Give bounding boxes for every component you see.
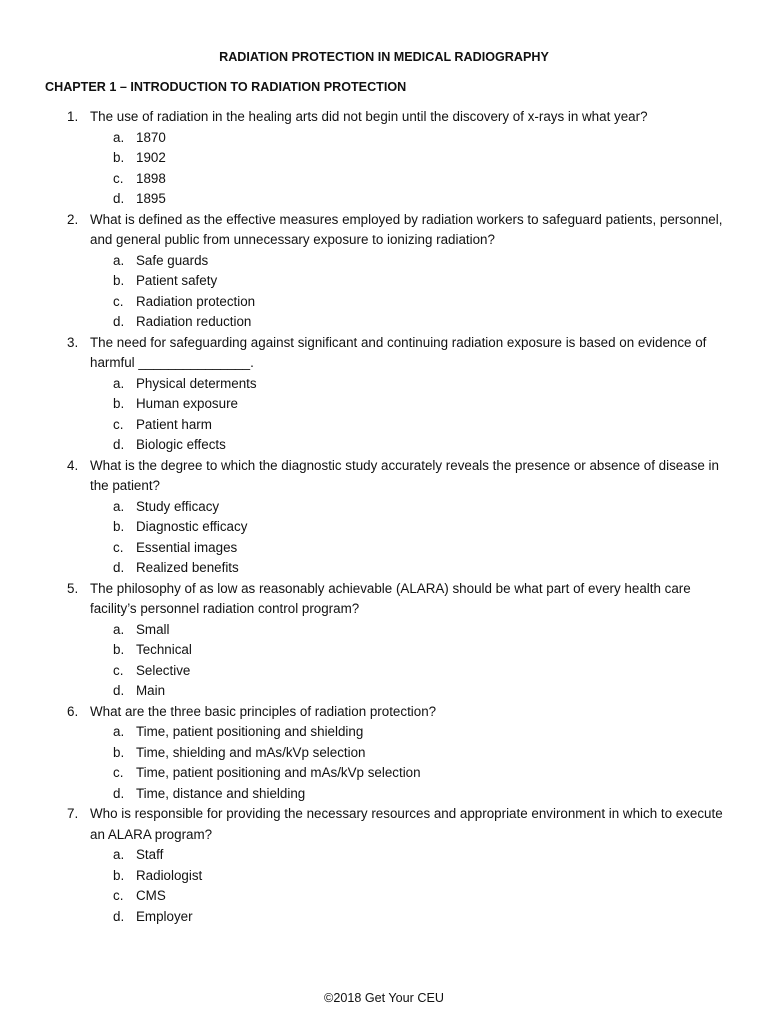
option-text: Main xyxy=(136,683,166,698)
option-text: Time, distance and shielding xyxy=(136,785,306,801)
option-letter: a. xyxy=(113,498,125,514)
option-letter: d. xyxy=(113,191,125,206)
question-text: Who is responsible for providing the necessary resources and appropriate environment in which to execute an ALARA program? xyxy=(90,806,723,842)
option-text: Diagnostic efficacy xyxy=(136,519,248,534)
answer-option xyxy=(0,538,768,559)
answer-option xyxy=(0,251,768,272)
option-text: Physical determents xyxy=(136,375,257,391)
answer-option xyxy=(0,415,768,436)
option-text: Safe guards xyxy=(136,252,209,268)
question-3 xyxy=(0,333,768,456)
option-text: CMS xyxy=(136,888,166,903)
option-text: Employer xyxy=(136,908,193,924)
answer-option xyxy=(0,169,768,190)
option-text: Radiation protection xyxy=(136,293,256,309)
option-text: Patient safety xyxy=(136,273,218,288)
option-text: Time, patient positioning and mAs/kVp selection xyxy=(136,765,421,780)
option-text: Essential images xyxy=(136,539,238,555)
answer-option xyxy=(0,640,768,661)
answer-option xyxy=(0,722,768,743)
option-letter: c. xyxy=(113,293,124,309)
option-letter: a. xyxy=(113,252,125,268)
question-6 xyxy=(0,702,768,805)
option-text: 1870 xyxy=(136,129,166,145)
question-number: 1. xyxy=(67,109,79,124)
option-letter: d. xyxy=(113,683,125,698)
option-letter: b. xyxy=(113,150,125,165)
question-text: The philosophy of as low as reasonably achievable (ALARA) should be what part of every health care facility’s personnel radiation control program? xyxy=(90,580,691,616)
question-5 xyxy=(0,579,768,702)
option-letter: c. xyxy=(113,888,124,903)
question-1 xyxy=(0,107,768,210)
option-text: Radiologist xyxy=(136,867,203,883)
answer-option xyxy=(0,292,768,313)
question-text: What is defined as the effective measures employed by radiation workers to safeguard patients, personnel, and general public from unnecessary exposure to ionizing radiation? xyxy=(90,211,723,247)
question-4 xyxy=(0,456,768,579)
option-letter: d. xyxy=(113,314,125,329)
answer-option xyxy=(0,394,768,415)
question-number: 6. xyxy=(67,703,79,719)
option-letter: b. xyxy=(113,519,125,534)
option-text: Study efficacy xyxy=(136,498,220,514)
answer-option xyxy=(0,148,768,169)
question-number: 4. xyxy=(67,457,79,473)
option-letter: c. xyxy=(113,662,124,678)
question-7 xyxy=(0,804,768,927)
option-text: Realized benefits xyxy=(136,560,239,575)
option-text: 1898 xyxy=(136,170,166,186)
option-text: Small xyxy=(136,621,170,637)
question-number: 2. xyxy=(67,211,79,227)
question-number: 7. xyxy=(67,806,79,821)
question-text: What are the three basic principles of radiation protection? xyxy=(90,703,437,719)
option-letter: a. xyxy=(113,847,125,862)
option-letter: a. xyxy=(113,724,125,739)
option-letter: d. xyxy=(113,785,125,801)
answer-option xyxy=(0,517,768,538)
answer-option xyxy=(0,661,768,682)
option-letter: a. xyxy=(113,375,125,391)
answer-option xyxy=(0,374,768,395)
option-letter: a. xyxy=(113,129,125,145)
option-text: Patient harm xyxy=(136,416,212,432)
question-2 xyxy=(0,210,768,333)
option-letter: b. xyxy=(113,396,125,411)
answer-option xyxy=(0,907,768,928)
answer-option xyxy=(0,271,768,292)
option-text: Technical xyxy=(136,642,192,657)
answer-option xyxy=(0,784,768,805)
answer-option xyxy=(0,763,768,784)
option-letter: b. xyxy=(113,273,125,288)
question-text: The use of radiation in the healing arts did not begin until the discovery of x-rays in what year? xyxy=(90,109,648,124)
option-text: Radiation reduction xyxy=(136,314,252,329)
chapter-heading: CHAPTER 1 – INTRODUCTION TO RADIATION PROTECTION xyxy=(45,80,407,94)
option-text: Selective xyxy=(136,662,191,678)
question-number: 3. xyxy=(67,334,79,350)
option-letter: b. xyxy=(113,744,125,760)
answer-option xyxy=(0,128,768,149)
answer-option xyxy=(0,620,768,641)
question-number: 5. xyxy=(67,580,79,596)
answer-option xyxy=(0,312,768,333)
option-text: 1902 xyxy=(136,150,166,165)
option-letter: d. xyxy=(113,908,125,924)
option-text: Staff xyxy=(136,847,164,862)
answer-option xyxy=(0,681,768,702)
option-letter: c. xyxy=(113,170,124,186)
option-letter: c. xyxy=(113,539,124,555)
option-text: Human exposure xyxy=(136,396,238,411)
option-letter: c. xyxy=(113,765,124,780)
option-text: 1895 xyxy=(136,191,166,206)
option-letter: d. xyxy=(113,560,125,575)
option-letter: d. xyxy=(113,437,125,452)
answer-option xyxy=(0,558,768,579)
answer-option xyxy=(0,189,768,210)
question-text: The need for safeguarding against significant and continuing radiation exposure is based on evidence of harmful _______________. xyxy=(90,334,707,370)
option-text: Biologic effects xyxy=(136,437,226,452)
page-title: RADIATION PROTECTION IN MEDICAL RADIOGRAPHY xyxy=(219,50,549,64)
answer-option xyxy=(0,845,768,866)
option-text: Time, patient positioning and shielding xyxy=(136,724,364,739)
footer-copyright: ©2018 Get Your CEU xyxy=(324,991,444,1005)
answer-option xyxy=(0,886,768,907)
answer-option xyxy=(0,743,768,764)
option-letter: b. xyxy=(113,867,125,883)
answer-option xyxy=(0,435,768,456)
option-letter: b. xyxy=(113,642,125,657)
question-list xyxy=(0,107,768,927)
option-letter: c. xyxy=(113,416,124,432)
question-text: What is the degree to which the diagnostic study accurately reveals the presence or absence of disease in the patient? xyxy=(90,457,719,493)
answer-option xyxy=(0,497,768,518)
answer-option xyxy=(0,866,768,887)
option-text: Time, shielding and mAs/kVp selection xyxy=(136,744,366,760)
option-letter: a. xyxy=(113,621,125,637)
